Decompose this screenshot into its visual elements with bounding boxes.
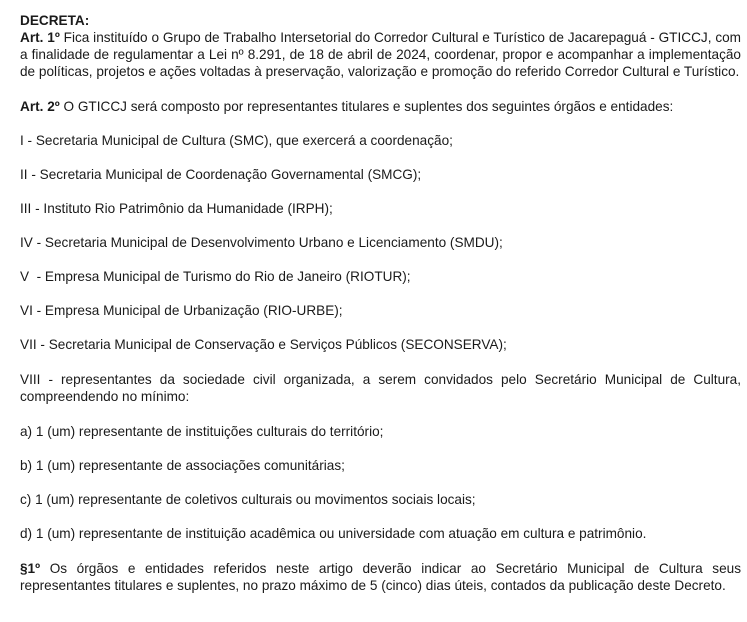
- list-item-6: VI - Empresa Municipal de Urbanização (RIO-URBE);: [20, 303, 343, 318]
- art2-text: O GTICCJ será composto por representantes titulares e suplentes dos seguintes órgãos e entidades:: [63, 99, 674, 114]
- list-item-8: VIII - representantes da sociedade civil organizada, a serem convidados pelo Secretário Municipal de Cultura, compreendendo no mínimo:: [20, 372, 741, 404]
- list-item-4: IV - Secretaria Municipal de Desenvolvimento Urbano e Licenciamento (SMDU);: [20, 235, 503, 250]
- list-item-3: III - Instituto Rio Patrimônio da Humanidade (IRPH);: [20, 201, 333, 216]
- art1-text: Fica instituído o Grupo de Trabalho Intersetorial do Corredor Cultural e Turístico de Jacarepaguá - GTICCJ, com a finalidade de regulamentar a Lei nº 8.291, de 18 de abril de 2024, coordenar, propor e acompanhar a implementação de políticas, projetos e ações voltadas à preservação, valorização e promoção do referido Corredor Cultural e Turístico.: [20, 30, 742, 79]
- par1-text: Os órgãos e entidades referidos neste artigo deverão indicar ao Secretário Municipal de Cultura seus representantes titulares e suplentes, no prazo máximo de 5 (cinco) dias úteis, contados da publicação deste Decreto.: [20, 561, 742, 593]
- list-item-1: I - Secretaria Municipal de Cultura (SMC), que exercerá a coordenação;: [20, 133, 453, 148]
- art2-label: Art. 2º: [20, 99, 60, 114]
- decreta-heading: DECRETA:: [20, 13, 90, 28]
- art2-paragraph: [20, 98, 741, 115]
- par1-label: §1º: [20, 561, 41, 576]
- subitem-c: c) 1 (um) representante de coletivos culturais ou movimentos sociais locais;: [20, 492, 476, 507]
- art1-label: Art. 1º: [20, 30, 60, 45]
- subitem-d: d) 1 (um) representante de instituição acadêmica ou universidade com atuação em cultura e patrimônio.: [20, 526, 647, 541]
- subitem-a: a) 1 (um) representante de instituições culturais do território;: [20, 424, 384, 439]
- list-item-7: VII - Secretaria Municipal de Conservação e Serviços Públicos (SECONSERVA);: [20, 337, 507, 352]
- list-item-5: V - Empresa Municipal de Turismo do Rio de Janeiro (RIOTUR);: [20, 269, 411, 284]
- list-item-2: II - Secretaria Municipal de Coordenação Governamental (SMCG);: [20, 167, 422, 182]
- decree-intro: [20, 12, 741, 80]
- paragraph-1: [20, 560, 741, 594]
- subitem-b: b) 1 (um) representante de associações comunitárias;: [20, 458, 345, 473]
